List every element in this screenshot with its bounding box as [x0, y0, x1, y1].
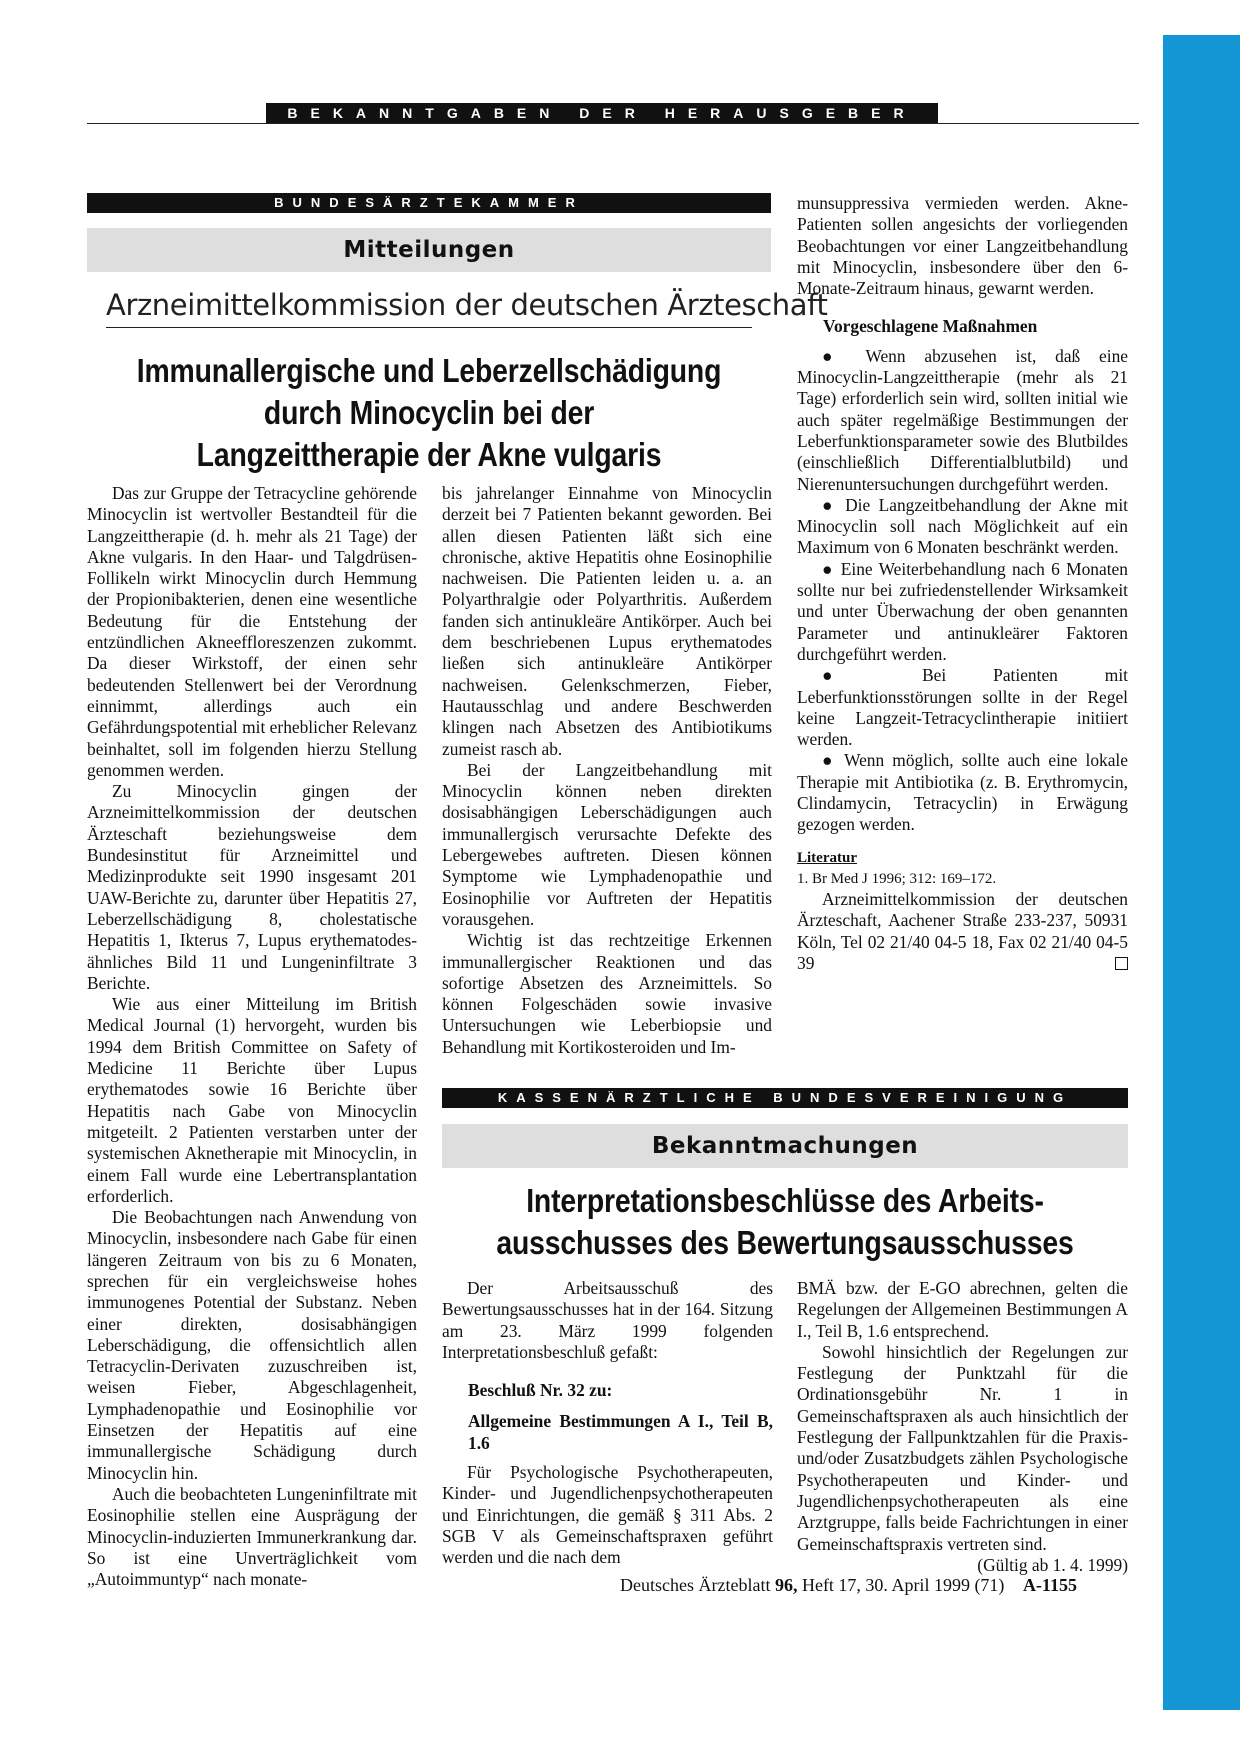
headline-line-2: durch Minocyclin bei der	[263, 394, 595, 431]
article2-column-2	[797, 1278, 1128, 1576]
resolution-subheading: Allgemeine Bestimmungen A I., Teil B, 1.6	[468, 1411, 773, 1453]
paragraph: Der Arbeitsausschuß des Bewertungsausschusses hat in der 164. Sitzung am 23. März 1999 folgenden Interpretationsbeschluß gefaßt:	[442, 1278, 773, 1362]
address-text: Arzneimittelkommission der deutschen Ärzteschaft, Aachener Straße 233-237, 50931 Köln, Tel 02 21/40 04-5 18, Fax 02 21/40 04-5 39	[797, 888, 1128, 973]
article2-column-1	[442, 1278, 773, 1569]
header-rule	[87, 123, 1139, 124]
org-label-kbv: KASSENÄRZTLICHE BUNDESVEREINIGUNG	[442, 1088, 1128, 1108]
paragraph: Wichtig ist das rechtzeitige Erkennen immunallergischer Reaktionen und das sofortige Absetzen des Arzneimittels. So können Folgeschäden sowie invasive Untersuchungen wie Leberbiopsie und Behandlung mit Kortikosteroiden und Im-	[442, 930, 772, 1057]
article1-column-1	[87, 483, 417, 1590]
paragraph: Zu Minocyclin gingen der Arzneimittelkommission der deutschen Ärzteschaft beziehungsweise dem Bundesinstitut für Arzneimittel und Medizinprodukte seit 1990 insgesamt 201 UAW-Berichte zu, darunter über Hepatitis 27, Leberzellschädigung 8, cholestatische Hepatitis 1, Ikterus 7, Lupus erythematodes-ähnliches Bild 11 und Lungeninfiltrate 3 Berichte.	[87, 781, 417, 993]
paragraph	[797, 1341, 1128, 1575]
article1-column-2	[442, 483, 772, 1058]
literature-heading: Literatur	[797, 849, 857, 866]
bullet-icon: ●	[822, 558, 835, 579]
measure-item	[797, 495, 1128, 559]
bullet-icon: ●	[822, 345, 847, 366]
article1-column-3	[797, 193, 1128, 974]
paragraph: Das zur Gruppe der Tetracycline gehörende Minocyclin ist wertvoller Bestandteil für die Langzeittherapie (d. h. mehr als 21 Tage) der Akne vulgaris. In den Haar- und Talgdrüsen-Follikeln wirkt Minocyclin durch Hemmung der Propionibakterien, denen eine wesentliche Bedeutung für die Entstehung der entzündlichen Akneeffloreszenzen zukommt. Da dieser Wirkstoff, der einen sehr bedeutenden Stellenwert bei der Verordnung einnimmt, allerdings auch ein Gefährdungspotential mit erheblicher Relevanz beinhaltet, soll im folgenden hierzu Stellung genommen werden.	[87, 483, 417, 780]
bullet-icon: ●	[822, 750, 837, 771]
paragraph: bis jahrelanger Einnahme von Minocyclin derzeit bei 7 Patienten bekannt geworden. Bei allen diesen Patienten läßt sich eine chronische, aktive Hepatitis ohne Eosinophilie nachweisen. Die Patienten leiden u. a. an Polyarthralgie oder Polyarthritis. Außerdem fanden sich antinukleäre Antikörper. Auch bei dem beschriebenen Lupus erythematodes ließen sich antinukleäre Antikörper nachweisen. Gelenkschmerzen, Fieber, Hautausschlag und andere Beschwerden klingen nach Absetzen des Antibiotikums zumeist rasch ab.	[442, 483, 772, 759]
validity-note: (Gültig ab 1. 4. 1999)	[977, 1554, 1128, 1575]
measure-item	[797, 665, 1128, 750]
org-label-bundesaerztekammer: BUNDESÄRZTEKAMMER	[87, 193, 771, 213]
headline-line-1: Interpretationsbeschlüsse des Arbeits-	[526, 1182, 1044, 1219]
side-color-tab	[1163, 35, 1240, 1710]
paragraph: Die Beobachtungen nach Anwendung von Minocyclin, insbesondere nach Gabe für einen längeren Zeitraum von bis zu 6 Monaten, sprechen für ein vergleichsweise hohes immunogenes Potential der Substanz. Neben einer direkten, dosisabhängigen Leberschädigung, die offensichtlich allen Tetracyclin-Derivaten zuzuschreiben ist, weisen Fieber, Abgeschlagenheit, Lymphadenopathie und Eosinophilie vor Einsetzen der Hepatitis auf eine immunallergische Schädigung durch Minocyclin hin.	[87, 1207, 417, 1483]
paragraph-text: Sowohl hinsichtlich der Regelungen zur Festlegung der Punktzahl für die Ordinationsgebühr Nr. 1 in Gemeinschaftspraxen als auch hinsichtlich der Festlegung der Fallpunktzahlen für die Praxis- und/oder Zusatzbudgets zählen Psychologische Psychotherapeuten und Kinder- und Jugendlichenpsychotherapeuten als eine Arztgruppe, falls beide Fachrichtungen in einer Gemeinschaftspraxis vertreten sind.	[797, 1341, 1128, 1554]
page-footer	[620, 1575, 1077, 1596]
page-number: A-1155	[1022, 1575, 1077, 1595]
measure-item	[797, 750, 1128, 835]
measure-text: Wenn abzusehen ist, daß eine Minocyclin-Langzeittherapie (mehr als 21 Tage) erforderlich sein wird, sollten initial wie auch später regelmäßige Bestimmungen der Leberfunktionsparameter sowie des Blutbildes (einschließlich Differentialblutbild) und Nierenuntersuchungen durchgeführt werden.	[797, 345, 1128, 494]
measure-text: Bei Patienten mit Leberfunktionsstörungen sollte in der Regel keine Langzeit-Tetracyclintherapie initiiert werden.	[797, 665, 1128, 750]
headline-line-2: ausschusses des Bewertungsausschusses	[496, 1224, 1074, 1261]
paragraph: Auch die beobachteten Lungeninfiltrate mit Eosinophilie stellen eine Ausprägung der Minocyclin-induzierten Immunerkrankung dar. So ist eine Unverträglichkeit vom „Autoimmuntyp“ nach monate-	[87, 1483, 417, 1590]
bullet-icon: ●	[822, 665, 876, 686]
journal-issue: Heft 17, 30. April 1999 (71)	[801, 1575, 1005, 1595]
headline-line-3: Langzeittherapie der Akne vulgaris	[196, 436, 662, 473]
paragraph: BMÄ bzw. der E-GO abrechnen, gelten die Regelungen der Allgemeinen Bestimmungen A I., Teil B, 1.6 entsprechend.	[797, 1278, 1128, 1341]
paragraph: munsuppressiva vermieden werden. Akne-Patienten sollen angesichts der vorliegenden Beobachtungen vor einer Langzeitbehandlung mit Minocyclin, insbesondere über den 6-Monate-Zeitraum hinaus, gewarnt werden.	[797, 193, 1128, 299]
paragraph: Für Psychologische Psychotherapeuten, Kinder- und Jugendlichenpsychotherapeuten und Einrichtungen, die gemäß § 311 Abs. 2 SGB V als Gemeinschaftspraxen geführt werden und die nach dem	[442, 1462, 773, 1568]
article2-headline	[442, 1180, 1128, 1264]
bullet-icon: ●	[822, 494, 837, 515]
category-mitteilungen: Mitteilungen	[87, 228, 771, 272]
measure-text: Wenn möglich, sollte auch eine lokale Therapie mit Antibiotika (z. B. Erythromycin, Clindamycin, Tetracyclin) in Erwägung gezogen werden.	[797, 750, 1128, 835]
journal-volume: 96,	[774, 1575, 798, 1595]
article1-headline	[87, 350, 771, 476]
subtitle-rule	[106, 327, 752, 328]
measure-item	[797, 346, 1128, 495]
literature-reference: 1. Br Med J 1996; 312: 169–172.	[797, 870, 997, 887]
paragraph: Bei der Langzeitbehandlung mit Minocyclin können neben direkten dosisabhängigen Leberschädigungen auch immunallergisch verursachte Defekte des Lebergewebes auftreten. Diesen können Symptome wie Lymphadenopathie und Eosinophilie vor Auftreten der Hepatitis vorausgehen.	[442, 759, 772, 929]
measure-item	[797, 559, 1128, 665]
article1-subtitle: Arzneimittelkommission der deutschen Ärzteschaft	[106, 288, 828, 322]
end-of-article-icon	[1115, 957, 1128, 970]
measure-text: Die Langzeitbehandlung der Akne mit Minocyclin soll nach Möglichkeit auf ein Maximum von 6 Monaten beschränkt werden.	[797, 494, 1129, 558]
author-address	[797, 889, 1128, 974]
headline-line-1: Immunallergische und Leberzellschädigung	[136, 352, 722, 389]
journal-name: Deutsches Ärzteblatt	[620, 1575, 771, 1595]
resolution-heading: Beschluß Nr. 32 zu:	[468, 1380, 613, 1401]
category-bekanntmachungen: Bekanntmachungen	[442, 1124, 1128, 1168]
measure-text: Eine Weiterbehandlung nach 6 Monaten sollte nur bei zufriedenstellender Wirksamkeit und unter Überwachung der oben genannten Parameter und antinukleärer Faktoren durchgeführt werden.	[797, 558, 1128, 664]
paragraph: Wie aus einer Mitteilung im British Medical Journal (1) hervorgeht, wurden bis 1994 dem British Committee on Safety of Medicine 11 Berichte über Lupus erythematodes sowie 16 Berichte über Hepatitis nach Gabe von Minocyclin mitgeteilt. 2 Patienten verstarben unter der systemischen Aknetherapie mit Minocyclin, in einem Fall wurde eine Lebertransplantation erforderlich.	[87, 994, 417, 1206]
measures-heading: Vorgeschlagene Maßnahmen	[823, 316, 1038, 337]
section-header-label: BEKANNTGABEN DER HERAUSGEBER	[266, 103, 938, 123]
